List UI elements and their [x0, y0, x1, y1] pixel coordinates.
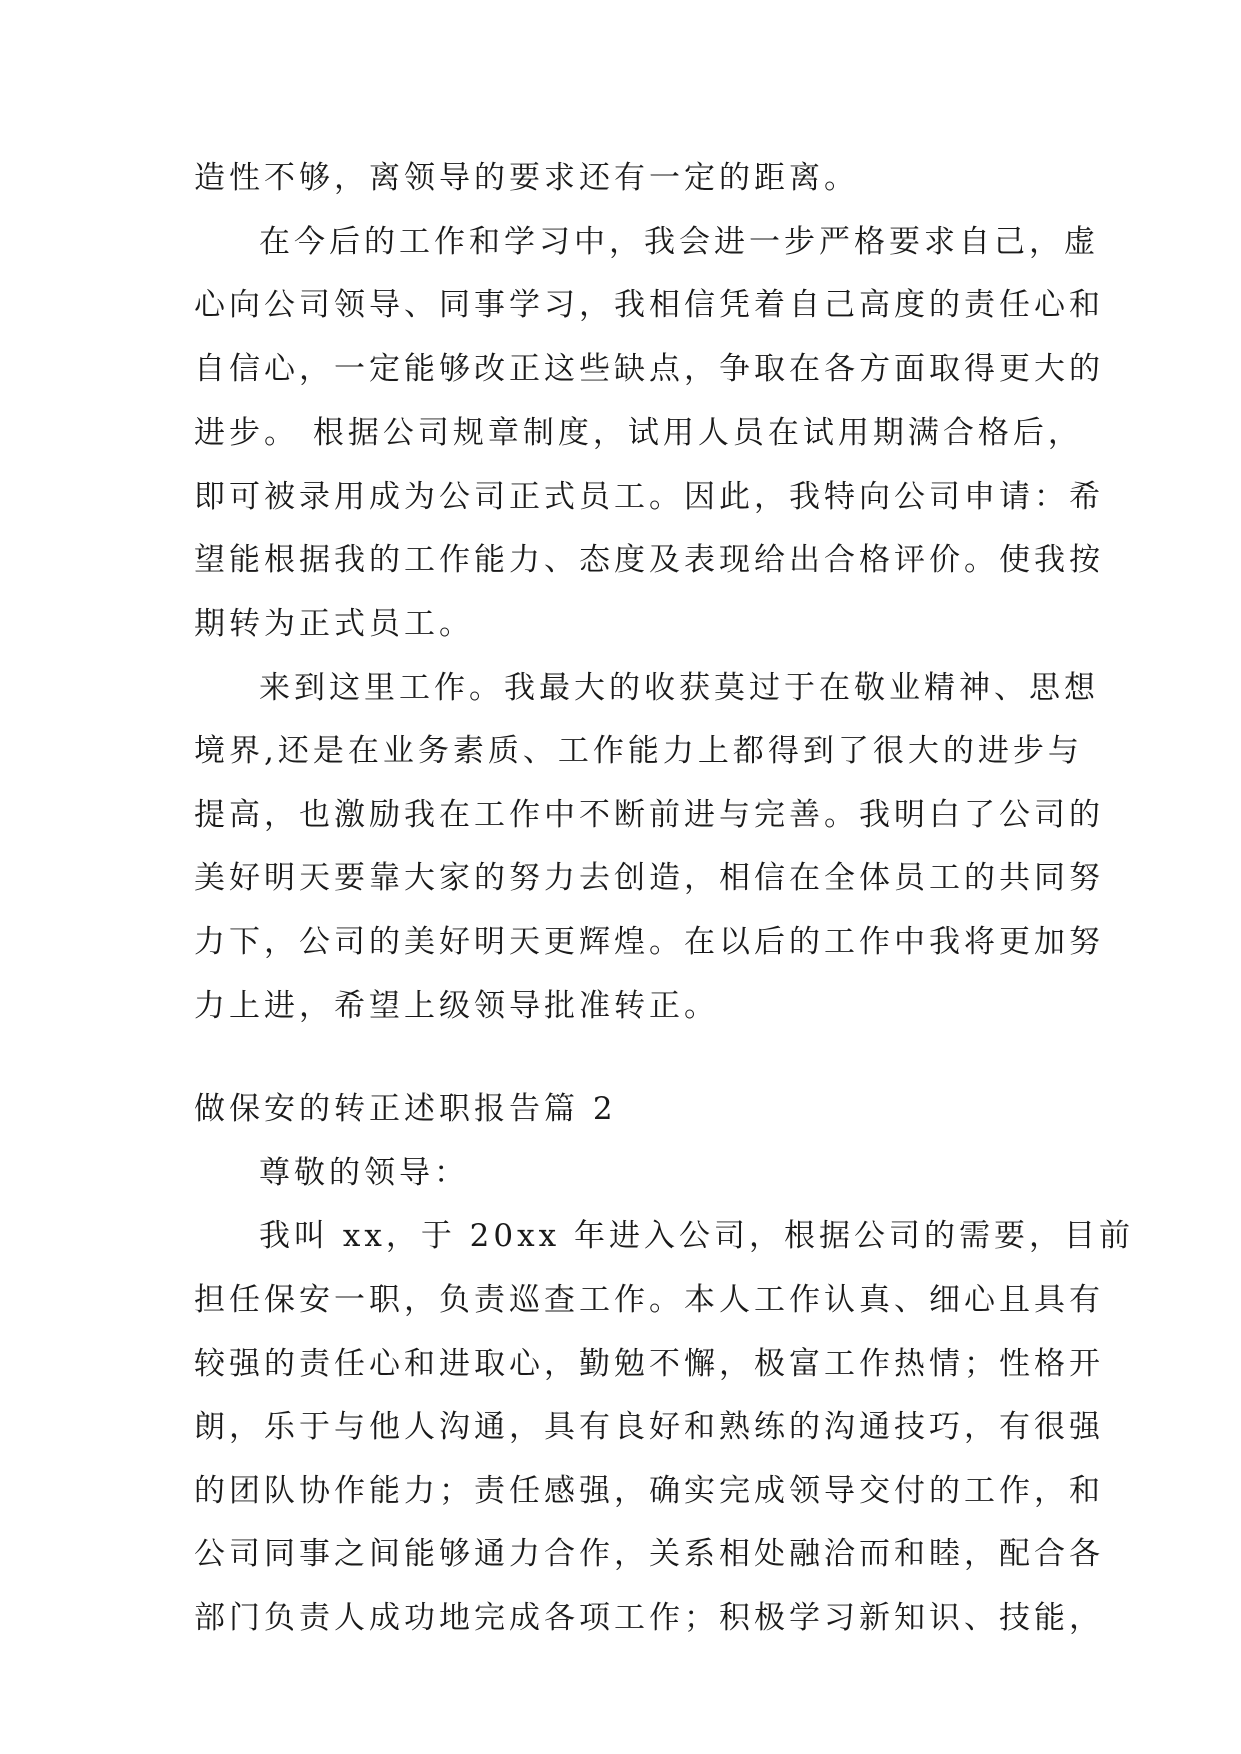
paragraph-line: 提高，也激励我在工作中不断前进与完善。我明白了公司的 — [194, 797, 1104, 833]
paragraph-line: 部门负责人成功地完成各项工作；积极学习新知识、技能， — [194, 1600, 1104, 1636]
paragraph-line: 较强的责任心和进取心，勤勉不懈，极富工作热情；性格开 — [194, 1346, 1104, 1382]
paragraph-line: 我叫 xx，于 20xx 年进入公司，根据公司的需要，目前 — [259, 1218, 1134, 1254]
section-title: 做保安的转正述职报告篇 2 — [194, 1091, 617, 1127]
salutation: 尊敬的领导： — [259, 1155, 469, 1191]
paragraph-line: 公司同事之间能够通力合作，关系相处融洽而和睦，配合各 — [194, 1536, 1104, 1572]
paragraph-line: 自信心，一定能够改正这些缺点，争取在各方面取得更大的 — [194, 351, 1104, 387]
paragraph-line: 力上进，希望上级领导批准转正。 — [194, 988, 719, 1024]
paragraph-line: 力下，公司的美好明天更辉煌。在以后的工作中我将更加努 — [194, 924, 1104, 960]
paragraph-line: 来到这里工作。我最大的收获莫过于在敬业精神、思想 — [259, 670, 1099, 706]
paragraph-line: 担任保安一职，负责巡查工作。本人工作认真、细心且具有 — [194, 1282, 1104, 1318]
paragraph-line: 望能根据我的工作能力、态度及表现给出合格评价。使我按 — [194, 542, 1104, 578]
paragraph-line: 的团队协作能力；责任感强，确实完成领导交付的工作，和 — [194, 1473, 1104, 1509]
paragraph-line: 期转为正式员工。 — [194, 606, 474, 642]
paragraph-line: 心向公司领导、同事学习，我相信凭着自己高度的责任心和 — [194, 287, 1104, 323]
paragraph-line: 朗，乐于与他人沟通，具有良好和熟练的沟通技巧，有很强 — [194, 1409, 1104, 1445]
paragraph-line: 境界,还是在业务素质、工作能力上都得到了很大的进步与 — [194, 733, 1083, 769]
paragraph-line: 美好明天要靠大家的努力去创造，相信在全体员工的共同努 — [194, 860, 1104, 896]
paragraph-line: 在今后的工作和学习中，我会进一步严格要求自己，虚 — [259, 224, 1099, 260]
paragraph-line: 造性不够，离领导的要求还有一定的距离。 — [194, 160, 859, 196]
paragraph-line: 即可被录用成为公司正式员工。因此，我特向公司申请：希 — [194, 479, 1104, 515]
paragraph-line: 进步。 根据公司规章制度，试用人员在试用期满合格后， — [194, 415, 1083, 451]
